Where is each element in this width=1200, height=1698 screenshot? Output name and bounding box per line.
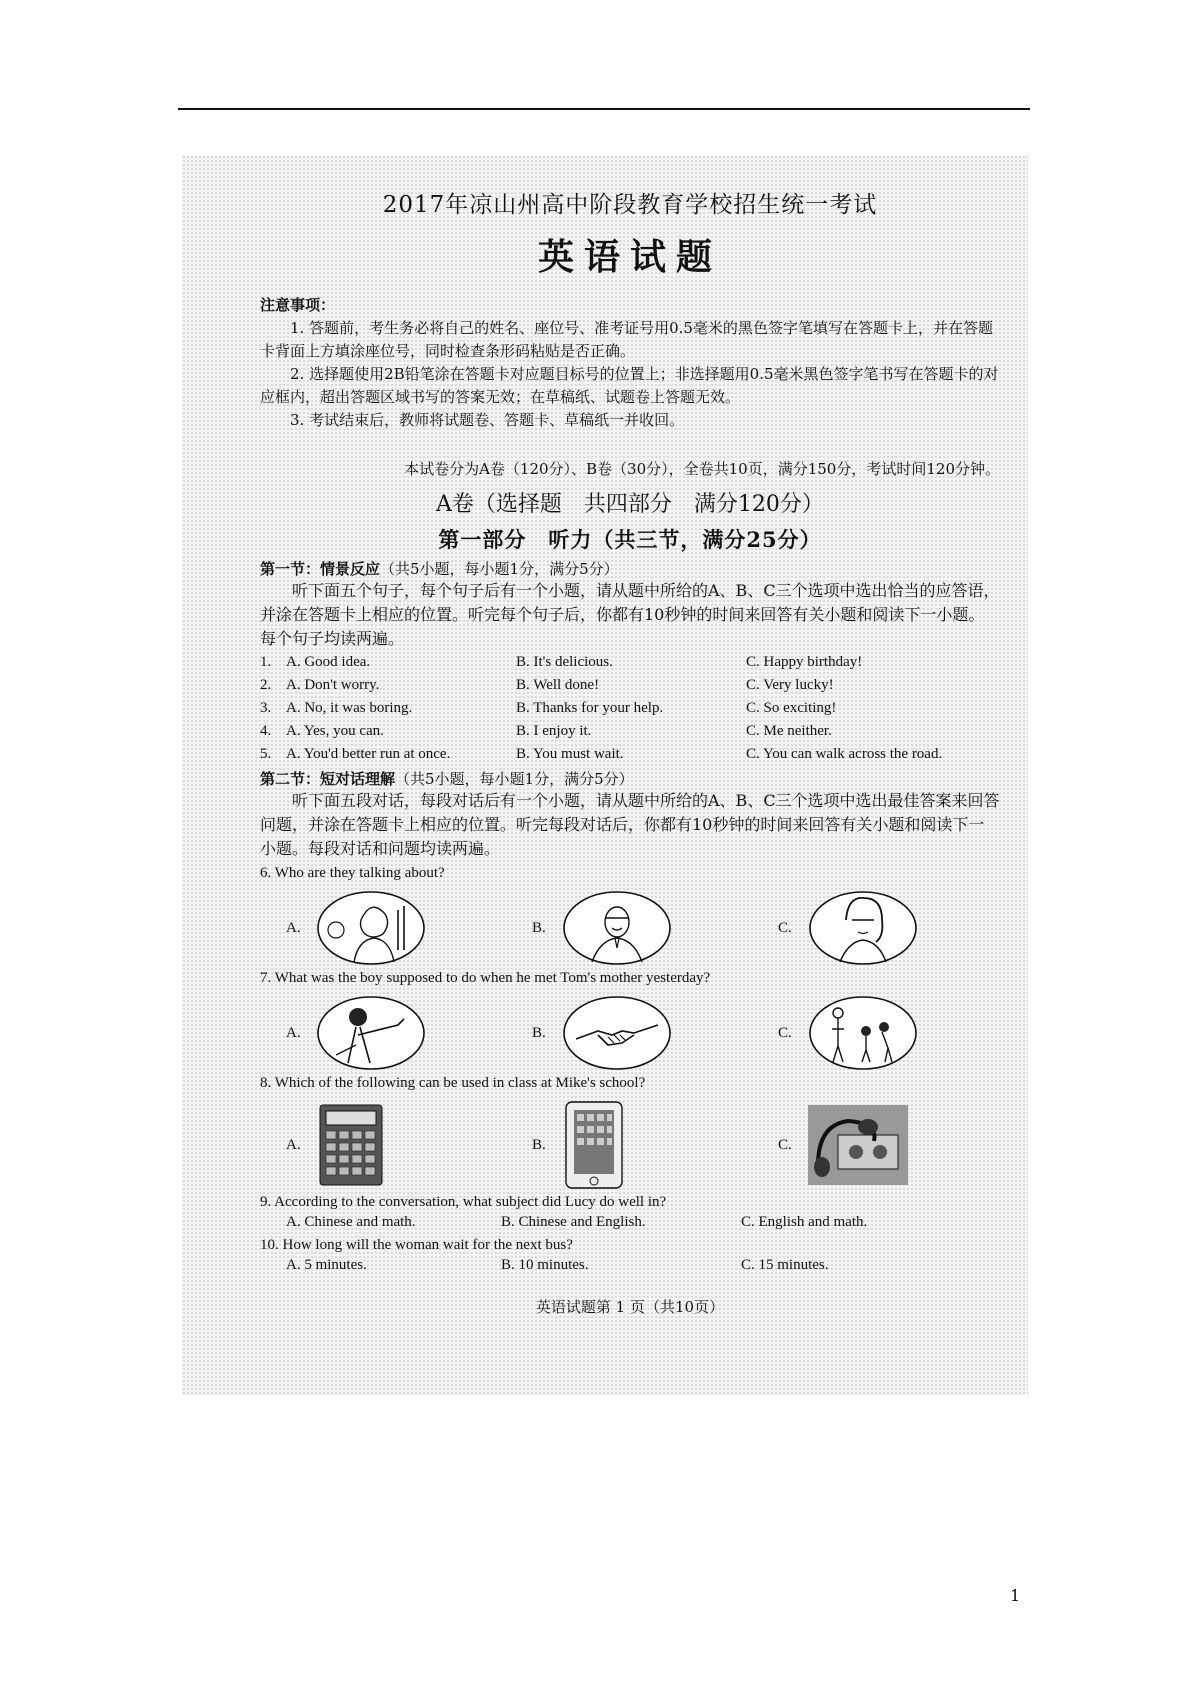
section2-heading [260,768,1000,789]
option-c: C. 15 minutes. [741,1256,829,1273]
option-b: B. Well done! [516,677,600,693]
subject-title: 英语试题 [537,236,722,278]
q8-option-c [752,1105,998,1185]
q8-option-b [506,1100,752,1190]
part1-title: 第一部分 听力（共三节，满分25分） [438,527,822,552]
option-c: C. You can walk across the road. [746,746,943,762]
handshake-image [562,995,672,1071]
question-number: 3. [260,700,272,716]
question-row [260,720,1000,743]
question-number: 1. [260,654,272,670]
option-c: C. Very lucky! [746,677,834,693]
question-8-pictures [260,1100,1000,1190]
option-letter: C. [778,1024,792,1041]
notice-heading: 注意事项： [260,296,336,314]
exam-content [260,180,1000,1317]
option-b: B. 10 minutes. [501,1256,589,1273]
option-b: B. You must wait. [516,746,624,762]
question-7-text: 7. What was the boy supposed to do when he met Tom's mother yesterday? [260,970,711,986]
volume-a-title: A卷（选择题 共四部分 满分120分） [436,492,824,517]
option-letter: B. [532,919,546,936]
option-c: C. So exciting! [746,700,837,716]
q7-option-c [752,995,998,1071]
q8-option-a [260,1103,506,1187]
question-10-text: 10. How long will the woman wait for the next bus? [260,1237,573,1253]
q6-option-c [752,890,998,966]
question-10-options [260,1254,1000,1276]
section2-heading-label: 第二节：短对话理解 [260,770,396,788]
section2-instruction: 听下面五段对话，每段对话后有一个小题，请从题中所给的A、B、C三个选项中选出最佳答案来回答问题，并涂在答题卡上相应的位置。听完每段对话后，你都有10秒钟的时间来回答有关小题和阅读下一小题。每段对话和问题均读两遍。 [260,791,1000,858]
section1-instruction: 听下面五个句子，每个句子后有一个小题，请从题中所给的A、B、C三个选项中选出恰当的应答语，并涂在答题卡上相应的位置。听完每个句子后，你都有10秒钟的时间来回答有关小题和阅读下一小题。每个句子均读两遍。 [260,581,1000,648]
option-b: B. Thanks for your help. [516,700,664,716]
smartphone-image [562,1100,626,1190]
option-c: C. Happy birthday! [746,654,863,670]
question-row [260,697,1000,720]
question-9-text: 9. According to the conversation, what subject did Lucy do well in? [260,1194,667,1210]
option-letter: A. [286,1136,301,1153]
option-a: A. 5 minutes. [286,1256,367,1273]
option-letter: B. [532,1136,546,1153]
page-number: 1 [1010,1586,1021,1605]
q6-option-b [506,890,752,966]
option-a: A. Good idea. [286,654,371,670]
question-6-pictures [260,890,1000,966]
option-letter: C. [778,919,792,936]
question-number: 2. [260,677,272,693]
notice-item-3: 3. 考试结束后，教师将试题卷、答题卡、草稿纸一并收回。 [290,411,685,429]
option-a: A. You'd better run at once. [286,746,451,762]
option-a: A. Chinese and math. [286,1213,416,1230]
question-row [260,743,1000,766]
notice-item-1: 1. 答题前，考生务必将自己的姓名、座位号、准考证号用0.5毫米的黑色签字笔填写在答题卡上，并在答题卡背面上方填涂座位号，同时检查条形码粘贴是否正确。 [260,319,993,360]
exam-info: 本试卷分为A卷（120分）、B卷（30分），全卷共10页，满分150分，考试时间120分钟。 [404,460,1000,478]
calculator-image [316,1103,386,1187]
question-row [260,651,1000,674]
option-letter: A. [286,919,301,936]
question-number: 5. [260,746,272,762]
notice-item-2: 2. 选择题使用2B铅笔涂在答题卡对应题目标号的位置上；非选择题用0.5毫米黑色签字笔书写在答题卡的对应框内，超出答题区域书写的答案无效；在草稿纸、试题卷上答题无效。 [260,365,999,406]
waving-person-image [316,995,426,1071]
option-a: A. No, it was boring. [286,700,413,716]
option-a: A. Yes, you can. [286,723,384,739]
option-b: B. It's delicious. [516,654,613,670]
page-footer: 英语试题第 1 页（共10页） [535,1298,725,1316]
q7-option-b [506,995,752,1071]
boy-bowing-to-adult-image [808,995,918,1071]
option-b: B. Chinese and English. [501,1213,646,1230]
question-6-text: 6. Who are they talking about? [260,865,445,881]
woman-teacher-portrait-image [316,890,426,966]
option-c: C. English and math. [741,1213,868,1230]
section1-heading [260,558,1000,579]
tape-recorder-with-headphones-image [808,1105,908,1185]
question-7-pictures [260,995,1000,1071]
question-8-text: 8. Which of the following can be used in class at Mike's school? [260,1075,646,1091]
section1-heading-detail: （共5小题，每小题1分，满分5分） [380,560,619,578]
man-with-glasses-portrait-image [562,890,672,966]
option-b: B. I enjoy it. [516,723,592,739]
option-letter: B. [532,1024,546,1041]
woman-with-glasses-portrait-image [808,890,918,966]
exam-title: 2017年凉山州高中阶段教育学校招生统一考试 [382,192,878,218]
top-rule [178,108,1030,110]
option-letter: C. [778,1136,792,1153]
option-c: C. Me neither. [746,723,832,739]
q6-option-a [260,890,506,966]
question-9-options [260,1211,1000,1233]
option-a: A. Don't worry. [286,677,380,693]
section2-heading-detail: （共5小题，每小题1分，满分5分） [395,770,634,788]
q7-option-a [260,995,506,1071]
question-row [260,674,1000,697]
question-number: 4. [260,723,272,739]
section1-heading-label: 第一节：情景反应 [260,560,381,578]
option-letter: A. [286,1024,301,1041]
